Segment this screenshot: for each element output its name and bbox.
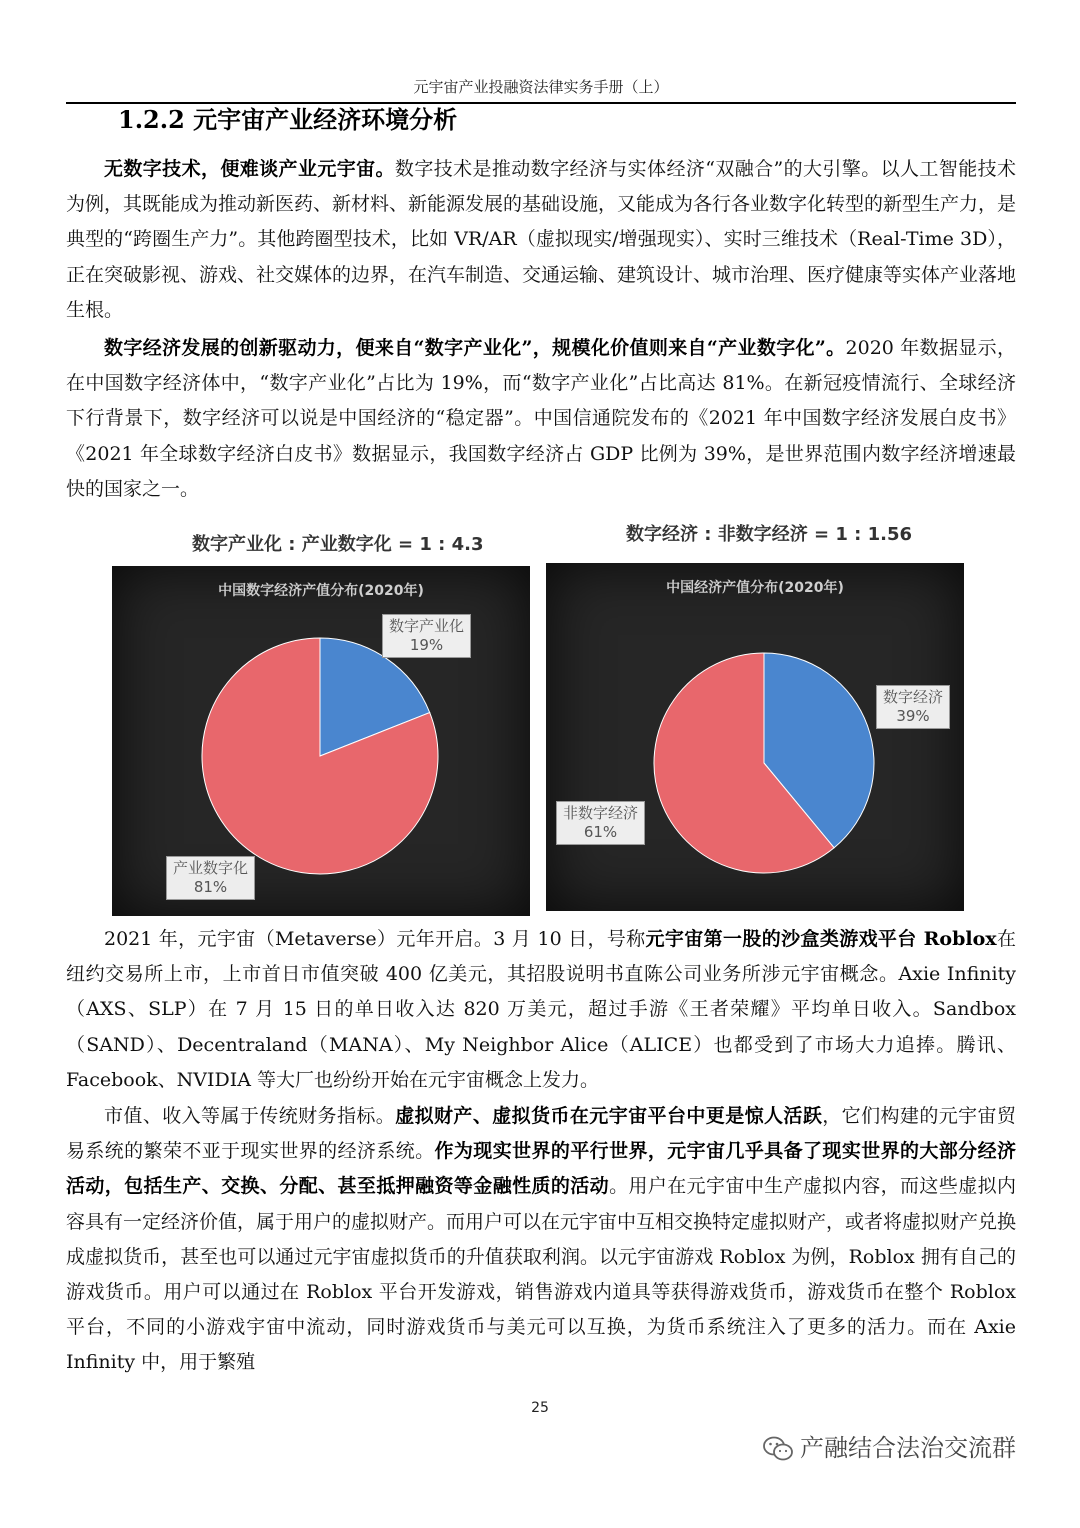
watermark <box>762 1428 1016 1463</box>
slice-label-industrial-digitization <box>166 856 255 900</box>
pie-svg <box>546 563 964 911</box>
paragraph-metaverse-year <box>66 922 1016 1098</box>
chart-ratio-label-2: 数字经济 : 非数字经济 = 1 : 1.56 <box>626 524 913 545</box>
chart-title: 中国数字经济产值分布(2020年) <box>218 583 424 599</box>
paragraph-virtual-assets <box>66 1099 1016 1381</box>
slice-percent: 19% <box>409 636 444 654</box>
slice-name: 数字经济 <box>883 688 944 706</box>
page-number: 25 <box>531 1400 549 1416</box>
slice-percent: 39% <box>896 707 930 725</box>
section-title: 1.2.2 元宇宙产业经济环境分析 <box>118 105 458 134</box>
slice-percent: 61% <box>583 823 618 841</box>
paragraph-bold: 虚拟财产、虚拟货币在元宇宙平台中更是惊人活跃 <box>395 1105 823 1127</box>
watermark-text: 产融结合法治交流群 <box>800 1434 1016 1462</box>
paragraph-body: 。用户在元宇宙中生产虚拟内容，而这些虚拟内容具有一定经济价值，属于用户的虚拟财产。而用户可以在元宇宙中互相交换特定虚拟财产，或者将虚拟财产兑换成虚拟货币，甚至也可以通过元宇宙虚拟货币的升值获取利润。以元宇宙游戏 Roblox 为例，Roblox 拥有自己的游戏货币。用户可以通过在 Roblox 平台开发游戏，销售游戏内道具等获得游戏货币，游戏货币在整个 Roblox 平台，不同的小游戏宇宙中流动，同时游戏货币与美元可以互换，为货币系统注入了更多的活力。而在 Axie Infinity 中，用于繁殖 <box>66 1175 1017 1374</box>
pie-chart-economy-distribution <box>546 563 964 911</box>
slice-name: 数字产业化 <box>389 617 465 635</box>
chart-ratio-label-1: 数字产业化 : 产业数字化 = 1 : 4.3 <box>192 534 484 555</box>
paragraph-body: 2020 年数据显示，在中国数字经济体中，“数字产业化”占比为 19%，而“数字产业化”占比高达 81%。在新冠疫情流行、全球经济下行背景下，数字经济可以说是中国经济的“稳定器”。中国信通院发布的《2021 年中国数字经济发展白皮书》《2021 年全球数字经济白皮书》数据显示，我国数字经济占 GDP 比例为 39%，是世界范围内数字经济增速最快的国家之一。 <box>66 337 1016 500</box>
slice-label-digital-industrialization <box>382 614 471 658</box>
paragraph-lead-bold: 无数字技术，便难谈产业元宇宙。 <box>104 158 395 180</box>
chart-title: 中国经济产值分布(2020年) <box>666 580 844 596</box>
paragraph-lead-bold: 数字经济发展的创新驱动力，便来自“数字产业化”，规模化价值则来自“产业数字化”。 <box>104 337 846 359</box>
running-header: 元宇宙产业投融资法律实务手册（上） <box>66 76 1016 104</box>
paragraph-body: 数字技术是推动数字经济与实体经济“双融合”的大引擎。以人工智能技术为例，其既能成为推动新医药、新材料、新能源发展的基础设施，又能成为各行各业数字化转型的新型生产力，是典型的“跨圈生产力”。其他跨圈型技术，比如 VR/AR（虚拟现实/增强现实）、实时三维技术（Real-Time 3D），正在突破影视、游戏、社交媒体的边界，在汽车制造、交通运输、建筑设计、城市治理、医疗健康等实体产业落地生根。 <box>66 158 1017 321</box>
slice-percent: 81% <box>193 878 228 896</box>
paragraph-body: 市值、收入等属于传统财务指标。 <box>104 1105 396 1127</box>
paragraph-digital-economy <box>66 331 1016 507</box>
slice-name: 非数字经济 <box>563 804 639 822</box>
pie-chart-digital-economy-distribution <box>112 566 530 916</box>
slice-name: 产业数字化 <box>173 859 249 877</box>
slice-label-non-digital-economy <box>556 801 645 845</box>
paragraph-body: 在纽约交易所上市，上市首日市值突破 400 亿美元，其招股说明书直陈公司业务所涉元宇宙概念。Axie Infinity（AXS、SLP）在 7 月 15 日的单日收入达 820 万美元，超过手游《王者荣耀》平均单日收入。Sandbox（SAND）、Decentraland（MANA）、My Neighbor Alice（ALICE）也都受到了市场大力追捧。腾讯、Facebook、NVIDIA 等大厂也纷纷开始在元宇宙概念上发力。 <box>66 928 1016 1091</box>
paragraph-body: ，它们构建的元宇宙贸易系统的繁荣不亚于现实世界的经济系统。 <box>66 1105 1016 1163</box>
slice-label-digital-economy <box>876 685 950 729</box>
wechat-icon <box>762 1435 794 1463</box>
paragraph-digital-tech <box>66 152 1016 328</box>
paragraph-body: 2021 年，元宇宙（Metaverse）元年开启。3 月 10 日，号称 <box>104 928 646 950</box>
paragraph-bold: 作为现实世界的平行世界，元宇宙几乎具备了现实世界的大部分经济活动，包括生产、交换、分配、甚至抵押融资等金融性质的活动 <box>66 1140 1016 1198</box>
paragraph-bold: 元宇宙第一股的沙盒类游戏平台 Roblox <box>645 928 997 950</box>
